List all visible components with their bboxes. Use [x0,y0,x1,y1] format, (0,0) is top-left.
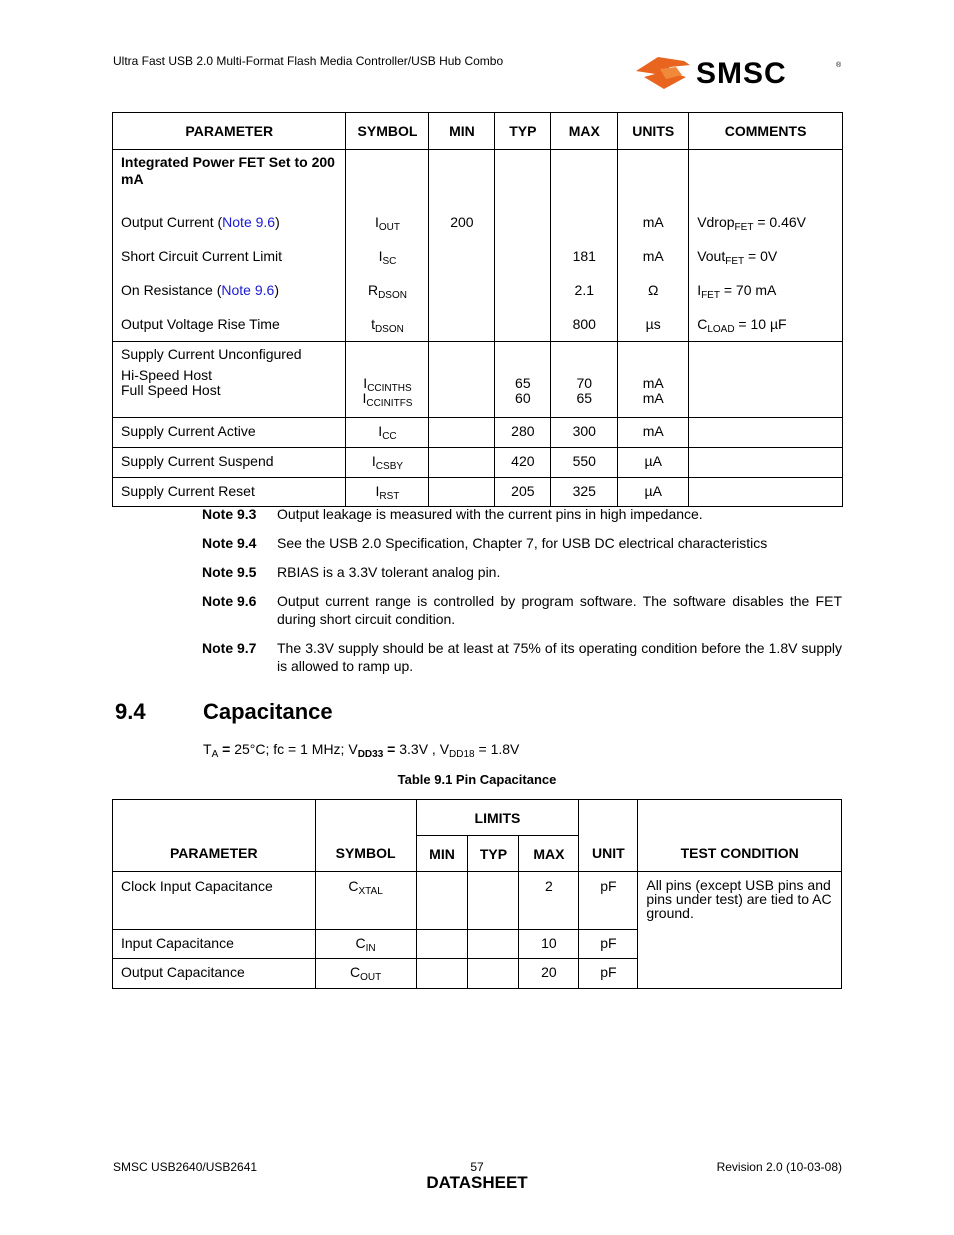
cap-header-row-1 [113,800,842,836]
table-row [113,872,842,930]
row-typ: 280 [495,418,551,448]
cap-col-parameter: PARAMETER [113,800,316,872]
footer-product: SMSC USB2640/USB2641 [113,1160,258,1174]
row-param: Supply Current Active [113,418,346,448]
fet-group-title: Integrated Power FET Set to 200 mA [121,154,335,187]
cap-col-max: MAX [519,836,579,872]
col-max: MAX [551,113,618,150]
fet-param-1: Short Circuit Current Limit [121,248,283,264]
unconf-typ-1: 65 [515,375,531,391]
unconf-typ-cell [495,342,551,418]
note-item [202,592,842,628]
note-item [202,534,842,552]
page-number: 57 [470,1160,484,1174]
fet-param-3: Output Voltage Rise Time [121,316,280,332]
row-symbol: $C_{OUT}$ [315,959,416,989]
document-title: Ultra Fast USB 2.0 Multi-Format Flash Media Controller/USB Hub Combo [113,54,504,68]
unconf-unit-2: mA [642,390,664,406]
unconf-param-cell [113,342,346,418]
fet-unit-1: mA [642,248,664,264]
footer-datasheet: DATASHEET [426,1173,528,1192]
row-symbol: $C_{IN}$ [315,930,416,959]
unconf-line1: Hi-Speed Host [121,367,213,383]
table-row [113,478,843,507]
row-comment [689,478,843,507]
note-text: RBIAS is a 3.3V tolerant analog pin. [277,564,501,580]
row-unit: µA [618,448,689,478]
footer-revision: Revision 2.0 (10-03-08) [716,1160,842,1174]
fet-param-cell [113,150,346,342]
table-row [113,418,843,448]
cap-col-test-condition: TEST CONDITION [638,800,842,872]
row-unit: pF [579,930,638,959]
note-label: Note 9.7 [202,640,257,656]
note-text: Output leakage is measured with the current pins in high impedance. [277,506,703,522]
fet-symbol-cell [346,150,429,342]
note-label: Note 9.5 [202,564,257,580]
logo-wordmark: SMSC [696,57,787,90]
col-symbol: SYMBOL [346,113,429,150]
note-item [202,505,842,523]
fet-min-cell [429,150,495,342]
row-min [416,872,468,930]
row-param: Output Capacitance [113,959,316,989]
test-conditions: $T_A = 25^\circ C$; fc = 1 MHz; $V_{DD33} = 3.3V$ , $V_{DD18} = 1.8V$ [203,741,520,760]
row-unit: mA [618,418,689,448]
fet-comments-cell [689,150,843,342]
fet-typ-cell [495,150,551,342]
fet-max-0 [559,205,609,239]
fet-param-0: Output Current (Note 9.6) [121,214,280,230]
cap-col-limits: LIMITS [416,800,579,836]
note-link[interactable]: Note 9.6 [222,214,276,230]
unconf-sym-2: $I_{CCINITFS}$ [362,390,413,409]
unconfigured-row [113,342,843,418]
fet-typ-2 [503,273,542,307]
fet-min-0: 200 [450,214,474,230]
row-min [429,478,495,507]
row-typ: 420 [495,448,551,478]
col-typ: TYP [495,113,551,150]
unconf-title: Supply Current Unconfigured [121,346,302,362]
unconf-symbol-cell [346,342,429,418]
row-min [416,930,468,959]
unconf-line2: Full Speed Host [121,382,221,398]
fet-sym-1: $I_{SC}$ [378,248,397,267]
row-max: 2 [519,872,579,930]
fet-sym-2: $R_{DSON}$ [367,282,407,301]
row-max: 20 [519,959,579,989]
row-min [429,418,495,448]
fet-max-3: 800 [572,316,596,332]
row-comment [689,418,843,448]
registered-mark: ® [836,62,842,69]
electrical-spec-table [112,112,843,507]
cap-col-symbol: SYMBOL [315,800,416,872]
row-symbol: $I_{CC}$ [346,418,429,448]
col-min: MIN [429,113,495,150]
smsc-logo-mark [636,55,846,91]
table-caption: Table 9.1 Pin Capacitance [397,772,557,787]
cap-col-typ: TYP [468,836,519,872]
cap-col-min: MIN [416,836,468,872]
unconf-sym-1: $I_{CCINTHS}$ [363,375,412,394]
fet-comment-2: $I_{FET} = 70$ mA [697,282,777,301]
smsc-logo [636,55,846,91]
fet-group-row [113,150,843,342]
unconf-min-cell [429,342,495,418]
row-min [416,959,468,989]
row-param: Supply Current Suspend [113,448,346,478]
section-number: 9.4 [115,699,146,724]
fet-sym-0: $I_{OUT}$ [374,214,400,233]
unconf-comments-cell [689,342,843,418]
fet-unit-2: Ω [647,282,659,298]
fet-min-2 [437,273,486,307]
fet-max-2: 2.1 [574,282,594,298]
row-symbol: $C_{XTAL}$ [315,872,416,930]
fet-typ-1 [503,239,542,273]
table-row [113,448,843,478]
note-text: Output current range is controlled by program software. The software disables the FET during short circuit condition. [277,593,842,627]
test-condition-text: All pins (except USB pins and pins under test) are tied to AC ground. [638,872,842,989]
fet-min-3 [437,307,486,341]
row-max: 10 [519,930,579,959]
row-unit: µA [618,478,689,507]
row-min [429,448,495,478]
row-param: Supply Current Reset [113,478,346,507]
unconf-max-1: 70 [576,375,593,391]
row-unit: pF [579,872,638,930]
unconf-typ-2: 60 [515,390,531,406]
fet-comment-3: $C_{LOAD} = 10$ µF [697,316,787,335]
row-typ: 205 [495,478,551,507]
fet-sym-3: $t_{DSON}$ [371,316,404,335]
row-max: 300 [551,418,618,448]
note-text: The 3.3V supply should be at least at 75% of its operating condition before the 1.8V supply is allowed to ramp up. [277,640,842,674]
notes-list [202,505,842,686]
note-label: Note 9.6 [202,593,257,609]
row-typ [468,959,519,989]
unconf-units-cell [618,342,689,418]
row-max: 325 [551,478,618,507]
row-symbol: $I_{RST}$ [346,478,429,507]
row-comment [689,448,843,478]
cap-col-unit: UNIT [579,800,638,872]
unconf-max-2: 65 [576,390,593,406]
row-typ [468,930,519,959]
spec-header-row [113,113,843,150]
row-symbol: $I_{CSBY}$ [346,448,429,478]
fet-typ-0 [503,205,542,239]
row-param: Clock Input Capacitance [113,872,316,930]
note-label: Note 9.3 [202,506,257,522]
row-param: Input Capacitance [113,930,316,959]
fet-param-2: On Resistance (Note 9.6) [121,282,279,298]
section-title: Capacitance [203,699,333,724]
col-units: UNITS [618,113,689,150]
fet-units-cell [618,150,689,342]
row-max: 550 [551,448,618,478]
fet-unit-3: µs [645,316,661,332]
row-typ [468,872,519,930]
fet-max-cell [551,150,618,342]
note-link[interactable]: Note 9.6 [221,282,275,298]
fet-comment-1: Vout$_{FET}$ = 0V [697,248,778,267]
note-item [202,639,842,675]
fet-comment-0: Vdrop$_{FET}$ = 0.46V [697,214,806,233]
fet-typ-3 [503,307,542,341]
fet-max-1: 181 [572,248,596,264]
fet-unit-0: mA [642,214,664,230]
note-label: Note 9.4 [202,535,257,551]
row-unit: pF [579,959,638,989]
unconf-unit-1: mA [642,375,664,391]
fet-min-1 [437,239,486,273]
note-item [202,563,842,581]
unconf-max-cell [551,342,618,418]
col-comments: COMMENTS [689,113,843,150]
note-text: See the USB 2.0 Specification, Chapter 7, for USB DC electrical characteristics [277,535,768,551]
pin-capacitance-table [112,799,842,989]
col-parameter: PARAMETER [113,113,346,150]
